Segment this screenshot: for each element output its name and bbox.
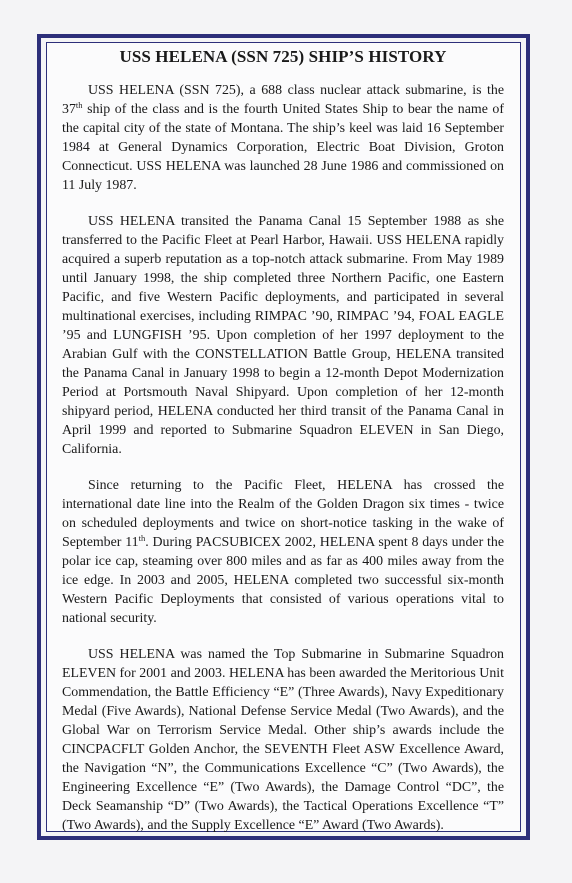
paragraph-3 [62, 476, 504, 628]
paragraph-4: USS HELENA was named the Top Submarine in Submarine Squadron ELEVEN for 2001 and 2003. HELENA has been awarded the Meritorious Unit Commendation, the Battle Efficiency “E” (Three Awards), Navy Expeditionary Medal (Five Awards), National Defense Service Medal (Two Awards), and the Global War on Terrorism Service Medal. Other ship’s awards include the CINCPACFLT Golden Anchor, the SEVENTH Fleet ASW Excellence Award, the Navigation “N”, the Communications Excellence “C” (Two Awards), the Engineering Excellence “E” (Two Awards), the Damage Control “DC”, the Deck Seamanship “D” (Two Awards), the Tactical Operations Excellence “T” (Two Awards), and the Supply Excellence “E” Award (Two Awards). [62, 647, 504, 833]
ordinal-suffix: th [138, 533, 146, 543]
document-body [62, 44, 504, 852]
document-title: USS HELENA (SSN 725) SHIP’S HISTORY [119, 47, 447, 66]
paragraph-3-text-a: Since returning to the Pacific Fleet, HELENA has crossed the international date line into the Realm of the Golden Dragon six times - twice on scheduled deployments and twice on short-notice tasking in the wake of September 11 [62, 478, 504, 550]
paragraph-1-text-b: ship of the class and is the fourth United States Ship to bear the name of the capital city of the state of Montana. The ship’s keel was laid 16 September 1984 at General Dynamics Corporation, Electric Boat Division, Groton Connecticut. USS HELENA was launched 28 June 1986 and commissioned on 11 July 1987. [62, 102, 504, 193]
paragraph-1 [62, 81, 504, 195]
paragraph-3-text-b: . During PACSUBICEX 2002, HELENA spent 8 days under the polar ice cap, steaming over 800 miles and as far as 400 miles away from the ice edge. In 2003 and 2005, HELENA completed two successful six-month Western Pacific Deployments that consisted of various operations vital to national security. [62, 535, 504, 626]
ordinal-suffix: th [75, 100, 83, 110]
paragraph-2: USS HELENA transited the Panama Canal 15 September 1988 as she transferred to the Pacific Fleet at Pearl Harbor, Hawaii. USS HELENA rapidly acquired a superb reputation as a top-notch attack submarine. From May 1989 until January 1998, the ship completed three Northern Pacific, one Eastern Pacific, and five Western Pacific deployments, and participated in several multinational exercises, including RIMPAC ’90, RIMPAC ’94, FOAL EAGLE ’95 and LUNGFISH ’95. Upon completion of her 1997 deployment to the Arabian Gulf with the CONSTELLATION Battle Group, HELENA transited the Panama Canal in January 1998 to begin a 12-month Depot Modernization Period at Portsmouth Naval Shipyard. Upon completion of her 12-month shipyard period, HELENA conducted her third transit of the Panama Canal in April 1999 and reported to Submarine Squadron ELEVEN in San Diego, California. [62, 214, 504, 457]
paragraph-1-text-a: USS HELENA (SSN 725), a 688 class nuclear attack submarine, is the 37 [62, 83, 504, 117]
